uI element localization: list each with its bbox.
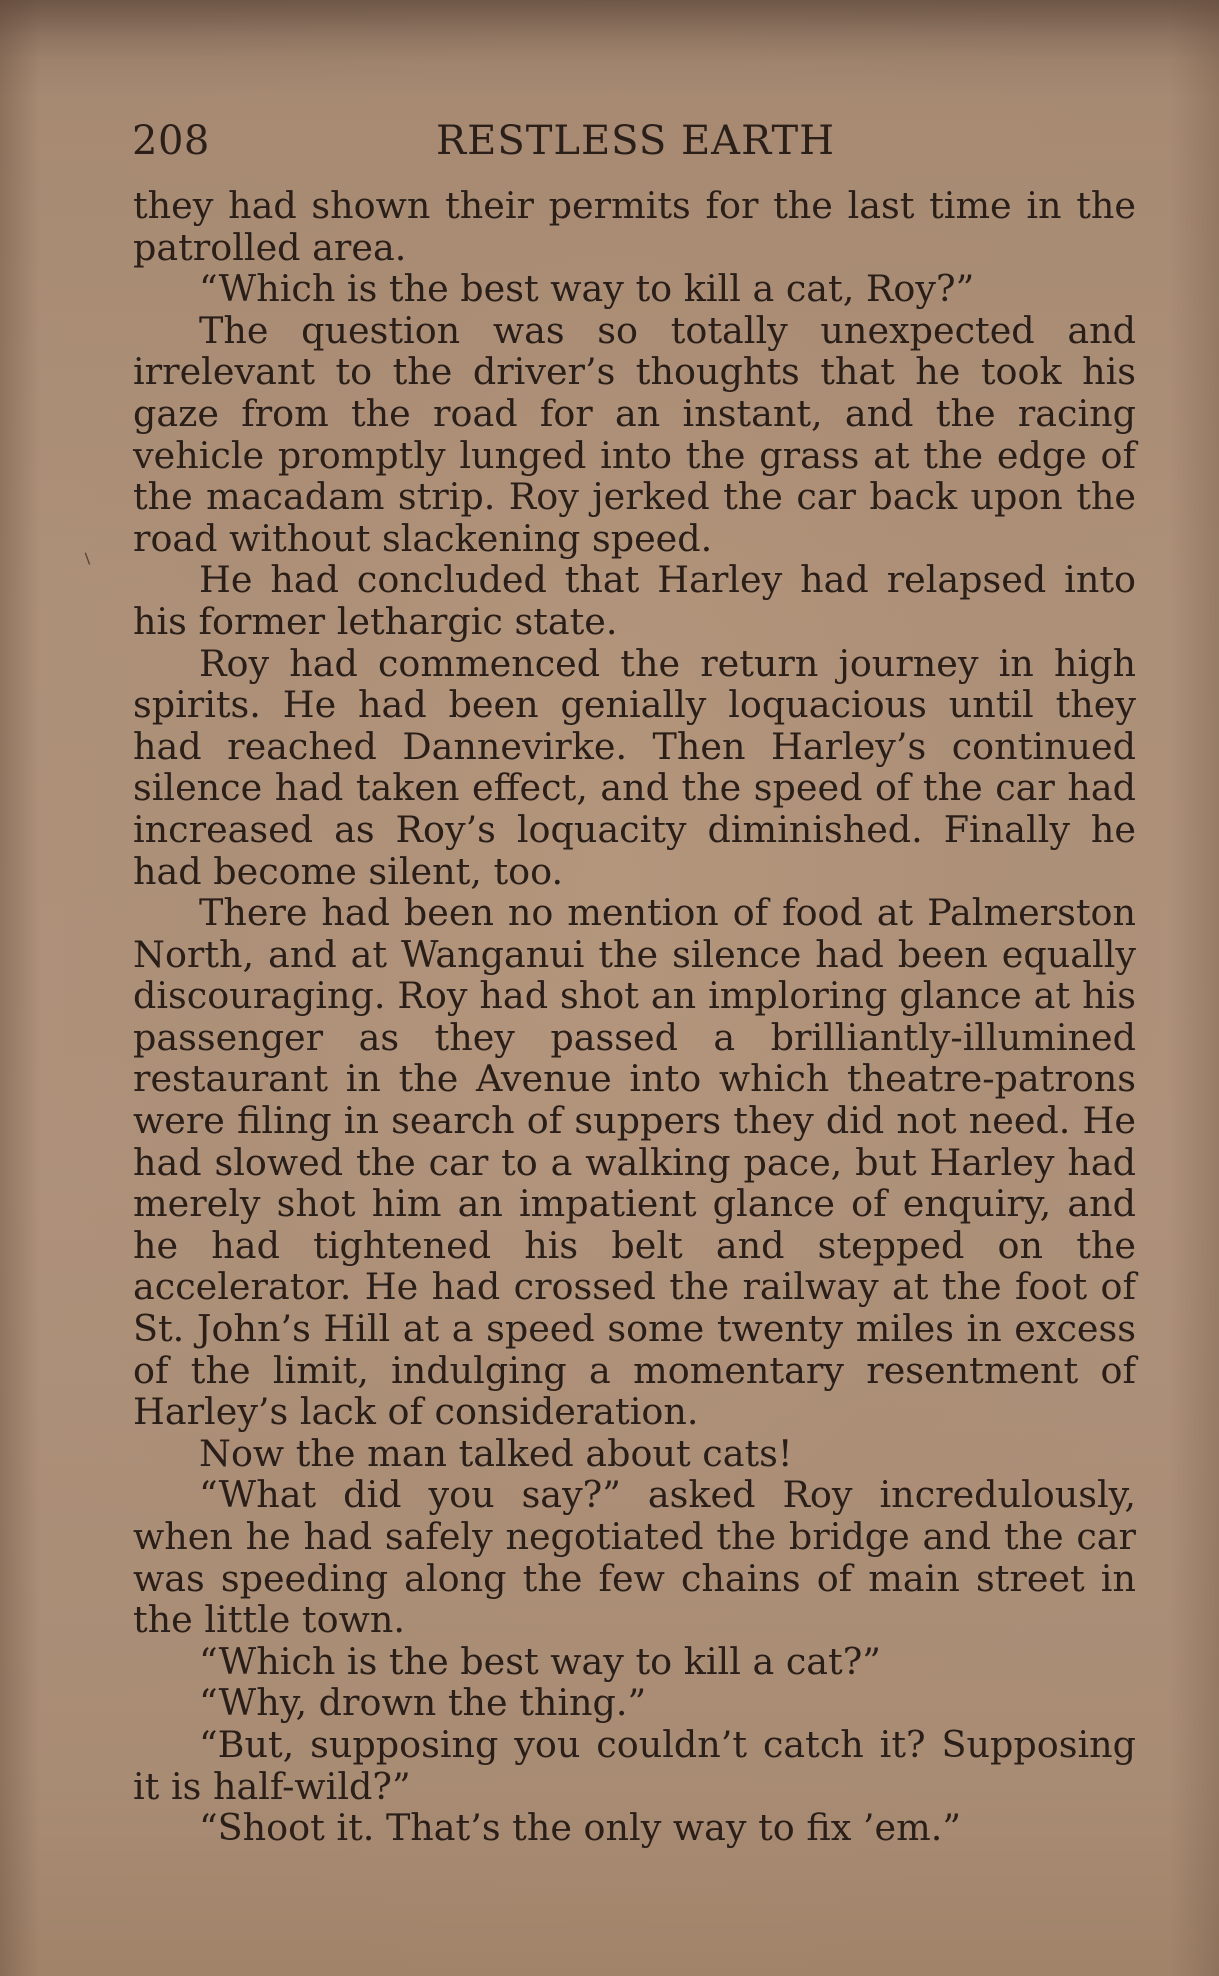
page-left-shadow bbox=[0, 0, 40, 1976]
paragraph: He had concluded that Harley had relapsed into his former lethargic state. bbox=[133, 558, 1136, 643]
page-number: 208 bbox=[132, 118, 210, 164]
paragraph: “But, supposing you couldn’t catch it? Supposing it is half-wild?” bbox=[133, 1722, 1136, 1808]
paragraph: “Why, drown the thing.” bbox=[199, 1681, 647, 1725]
paragraph: “What did you say?” asked Roy incredulously, when he had safely negotiated the bridge and the car was speeding along the few chains of main street in the little town. bbox=[133, 1473, 1136, 1642]
paragraph: There had been no mention of food at Palmerston North, and at Wanganui the silence had been equally discouraging. Roy had shot an imploring glance at his passenger as they passed a brilliantly-illumined restaurant in the Avenue into which theatre-patrons were filing in search of suppers they did not need. He had slowed the car to a walking pace, but Harley had merely shot him an impatient glance of enquiry, and he had tightened his belt and stepped on the accelerator. He had crossed the railway at the foot of St. John’s Hill at a speed some twenty miles in excess of the limit, indulging a momentary resentment of Harley’s lack of consideration. bbox=[133, 891, 1136, 1434]
paragraph: they had shown their permits for the last time in the patrolled area. bbox=[133, 184, 1136, 269]
running-title: RESTLESS EARTH bbox=[436, 118, 836, 164]
paragraph: “Shoot it. That’s the only way to fix ’em.” bbox=[199, 1806, 961, 1850]
paragraph: “Which is the best way to kill a cat?” bbox=[199, 1639, 881, 1683]
body-text bbox=[133, 185, 1136, 1849]
page-top-shadow bbox=[0, 0, 1219, 60]
running-head bbox=[132, 118, 852, 168]
paragraph: The question was so totally unexpected and irrelevant to the driver’s thoughts that he took his gaze from the road for an instant, and the racing vehicle promptly lunged into the grass at the edge of the macadam strip. Roy jerked the car back upon the road without slackening speed. bbox=[133, 308, 1136, 560]
page-right-shadow bbox=[1169, 0, 1219, 1976]
margin-mark: ⸜ bbox=[77, 537, 102, 571]
paragraph: “Which is the best way to kill a cat, Roy?” bbox=[199, 267, 975, 311]
paragraph: Now the man talked about cats! bbox=[199, 1431, 793, 1475]
paragraph: Roy had commenced the return journey in high spirits. He had been genially loquacious until they had reached Dannevirke. Then Harley’s continued silence had taken effect, and the speed of the car had increased as Roy’s loquacity diminished. Finally he had become silent, too. bbox=[133, 641, 1136, 893]
